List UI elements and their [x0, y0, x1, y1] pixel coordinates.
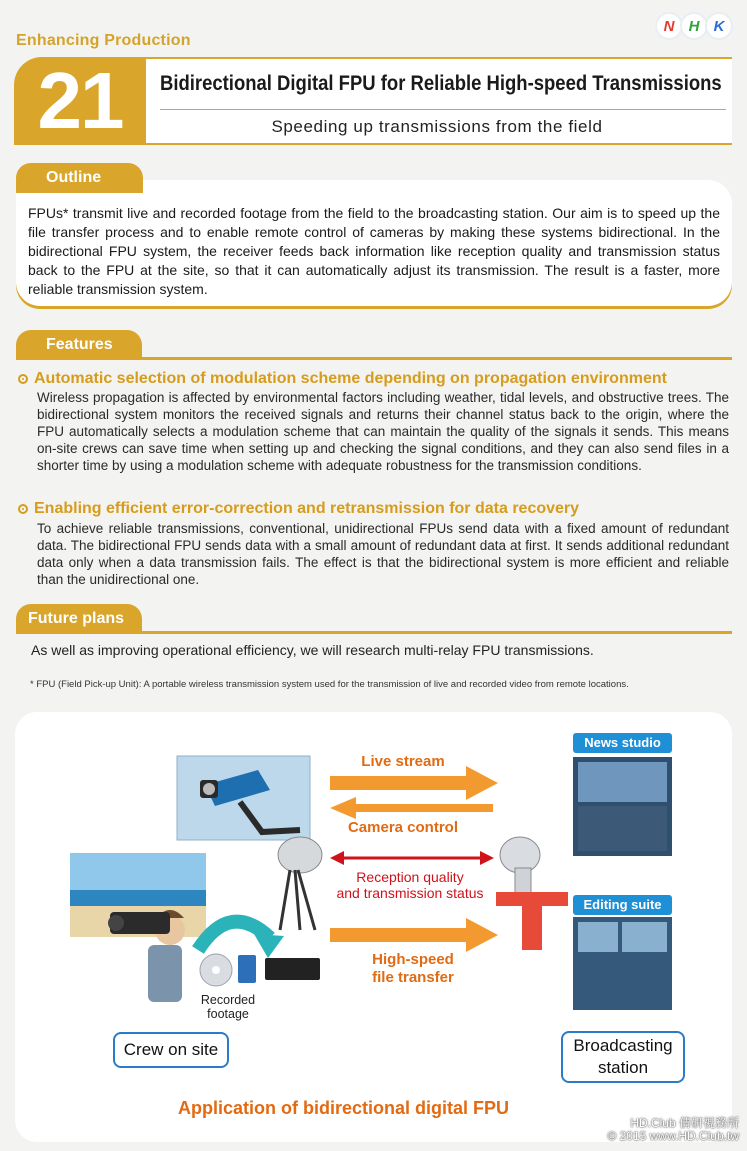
footage-label: footage — [207, 1007, 249, 1021]
recorded-label: Recorded — [200, 993, 256, 1007]
section-label: Enhancing Production — [16, 32, 191, 49]
cameraman-figure — [108, 910, 185, 1002]
camera-control-arrow — [330, 797, 493, 819]
transmission-status-label: and transmission status — [336, 885, 484, 901]
watermark-line-2: © 2015 www.HD.Club.tw — [607, 1129, 739, 1143]
future-plans-tab: Future plans — [16, 604, 142, 634]
reception-quality-label: Reception quality — [356, 869, 464, 885]
logo-letter-k: K — [705, 12, 733, 40]
memory-card-icon — [238, 955, 256, 983]
feature-body-2: To achieve reliable transmissions, conventional, unidirectional FPUs send data with a fixed amount of redundant data. The bidirectional FPU sends data with a small amount of redundant data at first. It sends additional redundant data only when a data transmission fails. The effect is that the bidirectional system is more efficient and reliable than the unidirectional one. — [37, 521, 729, 587]
future-text: As well as improving operational efficiency, we will research multi-relay FPU transmissions. — [31, 642, 594, 658]
file-transfer-label: file transfer — [372, 969, 454, 986]
page-title: Bidirectional Digital FPU for Reliable High-speed Transmissions — [160, 72, 722, 95]
feature-body-1: Wireless propagation is affected by environmental factors including weather, tidal levels, and obstructive trees. The bidirectional system monitors the received signals and returns their channel status back to the origin, where the FPU automatically selects a modulation scheme that can maintain the quality of the signals it sends. This means on-site crews can save time when setting up and checking the signal conditions, and they can also send files in a shorter time by using a modulation scheme with adequate robustness for the transmission conditions. — [37, 390, 729, 473]
camera-photo — [177, 756, 310, 840]
station-label: station — [597, 1058, 649, 1077]
broadcasting-station-box — [561, 1031, 685, 1083]
broadcasting-label: Broadcasting — [573, 1036, 673, 1055]
watermark-line-1: HD.Club 倩研視務所 — [630, 1116, 739, 1130]
news-studio-photo — [573, 757, 672, 856]
reception-quality-arrow — [330, 851, 494, 865]
page-subtitle: Speeding up transmissions from the field — [271, 117, 603, 136]
outline-tab: Outline — [16, 163, 143, 193]
logo-letter-n: N — [655, 12, 683, 40]
feature-heading-1-text: Automatic selection of modulation scheme depending on propagation environment — [34, 370, 667, 387]
recorder-icon — [265, 958, 320, 980]
topic-number: 21 — [14, 57, 146, 145]
outline-text: FPUs* transmit live and recorded footage from the field to the broadcasting station. Our aim is to speed up the file transfer process and to enable remote control of cameras by making these systems bidirectional. In the bidirectional FPU system, the receiver feeds back information like reception quality and transmission status back to the FPU at the site, so that it can automatically adjust its transmission. The result is a faster, more reliable transmission system. — [28, 205, 720, 297]
news-studio-tag: News studio — [573, 733, 672, 753]
editing-suite-photo — [573, 917, 672, 1010]
footnote: * FPU (Field Pick-up Unit): A portable wireless transmission system used for the transmission of live and recorded video from remote locations. — [30, 679, 629, 690]
feature-heading-2-text: Enabling efficient error-correction and retransmission for data recovery — [34, 500, 580, 517]
field-antenna — [278, 837, 322, 930]
live-stream-label: Live stream — [361, 753, 445, 770]
record-arrow-head — [254, 934, 284, 958]
receiver-tower — [496, 837, 568, 950]
high-speed-label: High-speed — [372, 951, 454, 968]
camera-control-label: Camera control — [347, 819, 459, 836]
editing-suite-tag: Editing suite — [573, 895, 672, 915]
crew-on-site-box: Crew on site — [113, 1032, 229, 1068]
diagram-caption: Application of bidirectional digital FPU — [178, 1098, 510, 1118]
file-transfer-arrow — [330, 918, 498, 952]
features-tab: Features — [16, 330, 142, 360]
watermark — [607, 1117, 739, 1143]
logo-letter-h: H — [680, 12, 708, 40]
live-stream-arrow — [330, 766, 498, 800]
